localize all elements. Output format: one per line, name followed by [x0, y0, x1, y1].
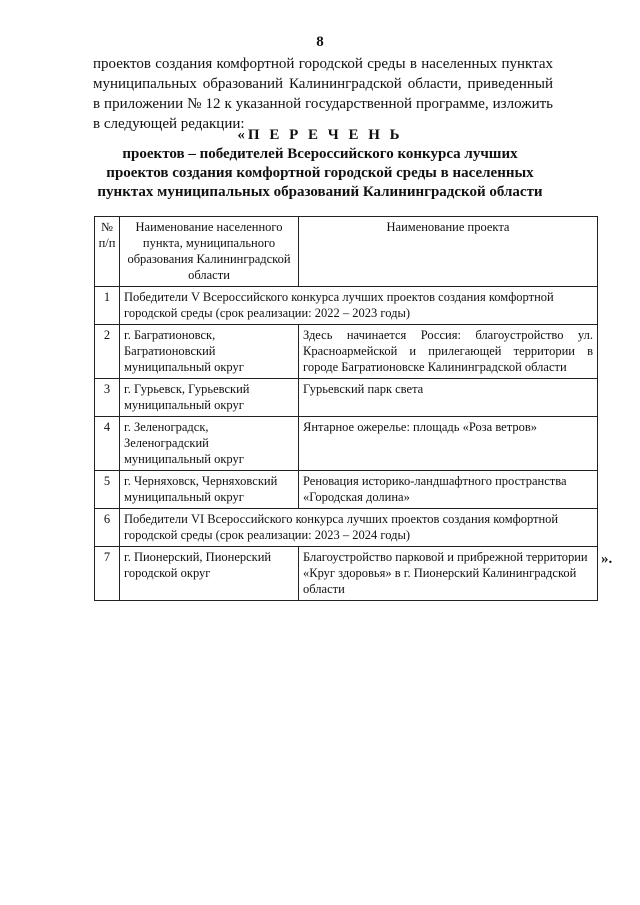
row-num: 7	[95, 547, 120, 601]
row-location: г. Багратионовск, Багратионовский муниципальный округ	[120, 325, 299, 379]
intro-line: муниципальных образований Калининградской области, приведенный	[93, 76, 553, 92]
row-location: г. Гурьевск, Гурьевский муниципальный округ	[120, 379, 299, 417]
row-num: 2	[95, 325, 120, 379]
table-row	[95, 379, 598, 417]
row-project: Янтарное ожерелье: площадь «Роза ветров»	[299, 417, 598, 471]
table-row	[95, 417, 598, 471]
row-num: 6	[95, 509, 120, 547]
header-num: № п/п	[95, 217, 120, 287]
table-section-row	[95, 287, 598, 325]
section-text: Победители VI Всероссийского конкурса лучших проектов создания комфортной городской среды (срок реализации: 2023 – 2024 годы)	[120, 509, 598, 547]
row-location: г. Черняховск, Черняховский муниципальный округ	[120, 471, 299, 509]
row-project: Реновация историко-ландшафтного пространства «Городская долина»	[299, 471, 598, 509]
section-text: Победители V Всероссийского конкурса лучших проектов создания комфортной городской среды (срок реализации: 2022 – 2023 годы)	[120, 287, 598, 325]
row-location: г. Пионерский, Пионерский городской округ	[120, 547, 299, 601]
list-subtitle-line: проектов создания комфортной городской среды в населенных	[106, 165, 534, 181]
list-heading	[0, 126, 640, 202]
header-project: Наименование проекта	[299, 217, 598, 287]
projects-table	[94, 216, 598, 601]
row-project: Гурьевский парк света	[299, 379, 598, 417]
intro-paragraph	[93, 54, 553, 134]
list-subtitle-line: пунктах муниципальных образований Калининградской области	[97, 184, 543, 200]
table-section-row	[95, 509, 598, 547]
table-header-row	[95, 217, 598, 287]
intro-line: в следующей редакции:	[93, 116, 245, 132]
row-location: г. Зеленоградск, Зеленоградский муниципальный округ	[120, 417, 299, 471]
table-row	[95, 547, 598, 601]
page-number: 8	[316, 34, 324, 50]
row-num: 3	[95, 379, 120, 417]
intro-line: в приложении № 12 к указанной государственной программе, изложить	[93, 96, 553, 112]
list-title: «П Е Р Е Ч Е Н Ь	[237, 127, 403, 143]
list-subtitle-line: проектов – победителей Всероссийского конкурса лучших	[122, 146, 518, 162]
row-num: 1	[95, 287, 120, 325]
table-row	[95, 471, 598, 509]
table-row	[95, 325, 598, 379]
closing-quote-mark: ».	[601, 551, 613, 567]
row-num: 4	[95, 417, 120, 471]
header-location: Наименование населенного пункта, муниципального образования Калининградской области	[120, 217, 299, 287]
row-num: 5	[95, 471, 120, 509]
row-project: Благоустройство парковой и прибрежной территории «Круг здоровья» в г. Пионерский Калининградской области	[299, 547, 598, 601]
intro-line: проектов создания комфортной городской среды в населенных пунктах	[93, 56, 553, 72]
row-project: Здесь начинается Россия: благоустройство ул. Красноармейской и прилегающей территории в городе Багратионовске Калининградской области	[299, 325, 598, 379]
